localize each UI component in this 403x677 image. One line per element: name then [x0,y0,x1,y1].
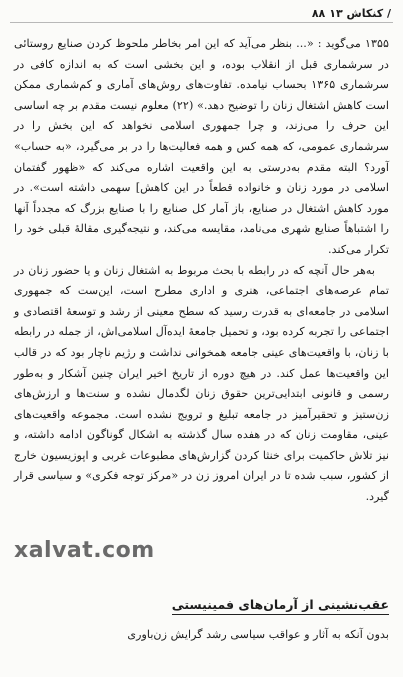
paragraph-3-first-line: بدون آنکه به آثار و عواقب سیاسی رشد گرایش زن‌باوری [127,628,389,641]
running-title: / کنکاش ۱۳ [329,6,391,20]
paragraph-1: ۱۳۵۵ می‌گوید : «... بنظر می‌آید که این امر بخاطر ملحوظ کردن صنایع روستائی در سرشماری قبل از انقلاب بوده، و این بخشی است که به اندازه کافی در سرشماری ۱۳۶۵ بحساب نیامده. تفاوت‌های روش‌های آماری و کم‌شماری ممکن است کاهش اشتغال زنان را توضیح دهد.» (۲۲) معلوم نیست مقدم بر چه اساسی این حرف را می‌زند، و چرا جمهوری اسلامی نخواهد که این بخش را در سرشماری عمومی، که همه کس و همه فعالیت‌ها را در بر می‌گیرد، «به حساب» آورد؟ البته مقدم به‌درستی به این واقعیت اشاره می‌کند که «ظهور گفتمان اسلامی در مورد زنان و خانواده قطعاً در این کاهش] سهمی داشته است». در مورد کاهش اشتغال در صنایع، باز آمار کل صنایع را با صنایع بزرگ که مجدداً آنها را اشتباهاً صنایع شهری می‌نامد، مقایسه می‌کند، و نتیجه‌گیری مقالهٔ قبلی خود را تکرار می‌کند. [14,37,389,256]
page-header [12,4,391,22]
watermark: xalvat.com [14,538,155,563]
header-divider [10,22,393,23]
body-text [14,34,389,508]
section-heading: عقب‌نشینی از آرمان‌های فمینیستی [172,597,389,615]
page-number: ۸۸ [311,6,326,20]
paragraph-2: به‌هر حال آنچه که در رابطه با بحث مربوط به اشتغال زنان و یا حضور زنان در تمام عرصه‌های اجتماعی، هنری و اداری مطرح است، این‌ست که جمهوری اسلامی در جامعه‌ای به قدرت رسید که سطح معینی از رشد و توسعهٔ اقتصادی و اجتماعی را تجربه کرده بود، و تحمیل جامعهٔ ایده‌آل اسلامی‌اش، از جمله در رابطه با زنان، با واقعیت‌های عینی جامعه همخوانی نداشت و رژیم ناچار بود که در قالب این واقعیت‌ها عمل کند. در هیچ دوره از تاریخ اخیر ایران چنین آشکار و به‌طور رسمی و قانونی ابتدایی‌ترین حقوق زنان لگدمال نشده و سنت‌ها و ارزش‌های زن‌ستیز و تحقیرآمیز در جامعه تبلیغ و ترویج نشده است. مجموعه واقعیت‌های عینی، مقاومت زنان که در هفده سال گذشته به اشکال گوناگون ادامه داشته، و نیز تلاش حاکمیت برای خنثا کردن گزارش‌های مطبوعات غربی و اپوزیسیون خارج از کشور، سبب شده تا در ایران امروز زن در «مرکز توجه فکری» و سیاسی قرار گیرد. [14,263,389,504]
